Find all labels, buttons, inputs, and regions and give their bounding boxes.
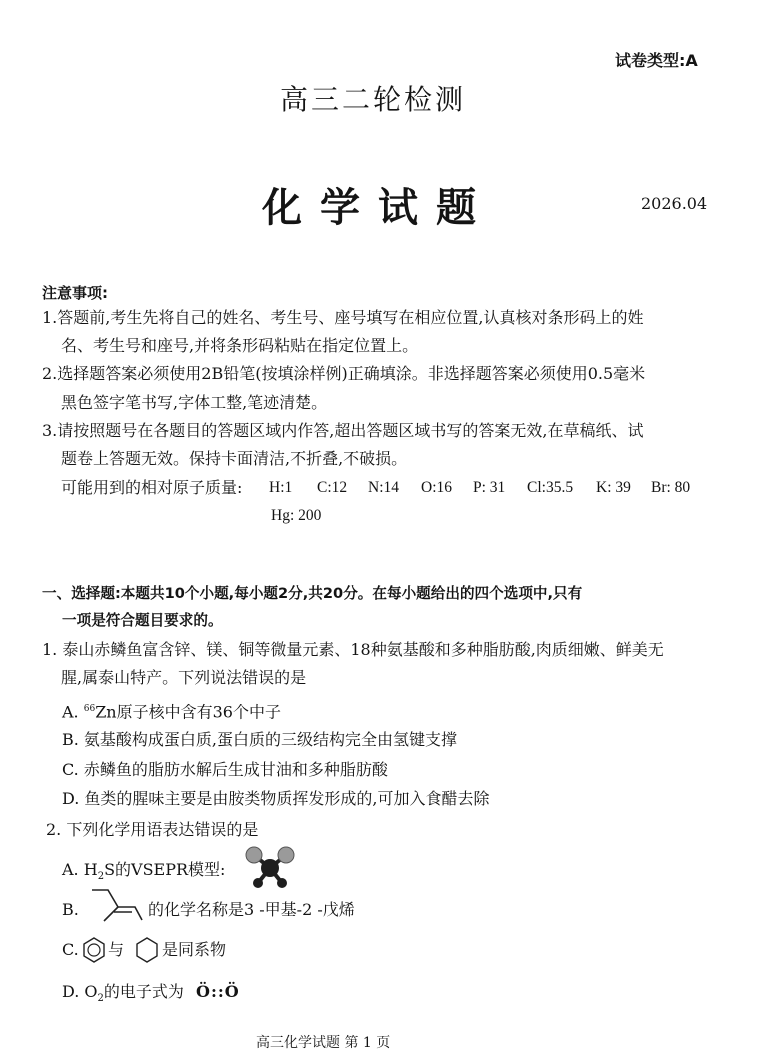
q2-option-d-subscript: 2 xyxy=(97,993,104,1005)
q1-option-a-text: Zn原子核中含有36个中子 xyxy=(95,702,281,722)
q1-option-d: D. 鱼类的腥味主要是由胺类物质挥发形成的,可加入食醋去除 xyxy=(62,789,490,808)
vsepr-model-diagram xyxy=(240,842,300,892)
atomic-mass-br: Br: 80 xyxy=(651,479,691,496)
atomic-mass-cl: Cl:35.5 xyxy=(527,479,574,496)
notice-item-3-line-1: 3.请按照题号在各题目的答题区域内作答,超出答题区域书写的答案无效,在草稿纸、试 xyxy=(42,421,644,440)
benzene-ring-diagram xyxy=(82,937,106,963)
atomic-mass-p: P: 31 xyxy=(473,479,506,496)
oxygen-electron-formula: Ö::Ö xyxy=(196,982,240,1001)
q1-option-c: C. 赤鳞鱼的脂肪水解后生成甘油和多种脂肪酸 xyxy=(62,760,388,779)
cyclohexane-ring-diagram xyxy=(135,937,159,963)
notice-item-1-line-1: 1.答题前,考生先将自己的姓名、考生号、座号填写在相应位置,认真核对条形码上的姓 xyxy=(42,308,644,327)
atomic-mass-c: C:12 xyxy=(317,479,348,496)
q2-option-a-subscript: 2 xyxy=(97,871,105,883)
q2-option-d-text: 的电子式为 xyxy=(103,982,184,1001)
q1-option-a-mass-number: 66 xyxy=(83,704,96,714)
q1-option-a xyxy=(62,699,281,722)
notice-item-3-line-2: 题卷上答题无效。保持卡面清洁,不折叠,不破损。 xyxy=(61,449,408,468)
q2-option-c-label: C. xyxy=(62,940,79,959)
page-footer: 高三化学试题 第 1 页 xyxy=(256,1035,391,1051)
q1-stem-line-2: 腥,属泰山特产。下列说法错误的是 xyxy=(61,668,307,687)
atomic-mass-o: O:16 xyxy=(421,479,452,496)
q2-option-d-prefix: D. O xyxy=(62,982,98,1001)
exam-name: 高三二轮检测 xyxy=(280,83,467,116)
q2-option-b-label: B. xyxy=(62,900,79,919)
notice-title: 注意事项: xyxy=(42,284,108,302)
q2-option-a xyxy=(62,860,225,887)
page-title: 化学试题 xyxy=(262,184,494,231)
section-heading-line-1: 一、选择题:本题共10个小题,每小题2分,共20分。在每小题给出的四个选项中,只有 xyxy=(42,585,583,602)
q2-option-c-mid: 与 xyxy=(108,940,125,959)
atomic-mass-n: N:14 xyxy=(368,479,399,496)
q1-stem-line-1: 1. 泰山赤鳞鱼富含锌、镁、铜等微量元素、18种氨基酸和多种脂肪酸,肉质细嫩、鲜美无 xyxy=(42,640,664,659)
q2-option-b-text: 的化学名称是3 -甲基-2 -戊烯 xyxy=(148,900,355,919)
notice-item-1-line-2: 名、考生号和座号,并将条形码粘贴在指定位置上。 xyxy=(61,336,419,355)
q2-option-a-prefix: A. H xyxy=(62,860,98,879)
q2-option-d xyxy=(62,982,184,1009)
paper-type-label: 试卷类型:A xyxy=(615,51,698,70)
section-heading-line-2: 一项是符合题目要求的。 xyxy=(62,612,223,629)
atomic-mass-label: 可能用到的相对原子质量: xyxy=(61,478,243,497)
q2-stem: 2. 下列化学用语表达错误的是 xyxy=(46,820,259,839)
q1-option-b: B. 氨基酸构成蛋白质,蛋白质的三级结构完全由氢键支撑 xyxy=(62,730,458,749)
skeletal-formula-diagram xyxy=(88,885,148,925)
exam-date: 2026.04 xyxy=(641,194,708,213)
atomic-mass-k: K: 39 xyxy=(596,479,631,496)
q2-option-c-text: 是同系物 xyxy=(162,940,227,959)
atomic-mass-hg: Hg: 200 xyxy=(271,507,322,524)
q1-option-a-prefix: A. xyxy=(62,702,84,722)
notice-item-2-line-2: 黑色签字笔书写,字体工整,笔迹清楚。 xyxy=(61,393,328,412)
notice-item-2-line-1: 2.选择题答案必须使用2B铅笔(按填涂样例)正确填涂。非选择题答案必须使用0.5毫米 xyxy=(42,364,646,383)
atomic-mass-h: H:1 xyxy=(269,479,293,496)
q2-option-a-text: S的VSEPR模型: xyxy=(104,860,226,879)
